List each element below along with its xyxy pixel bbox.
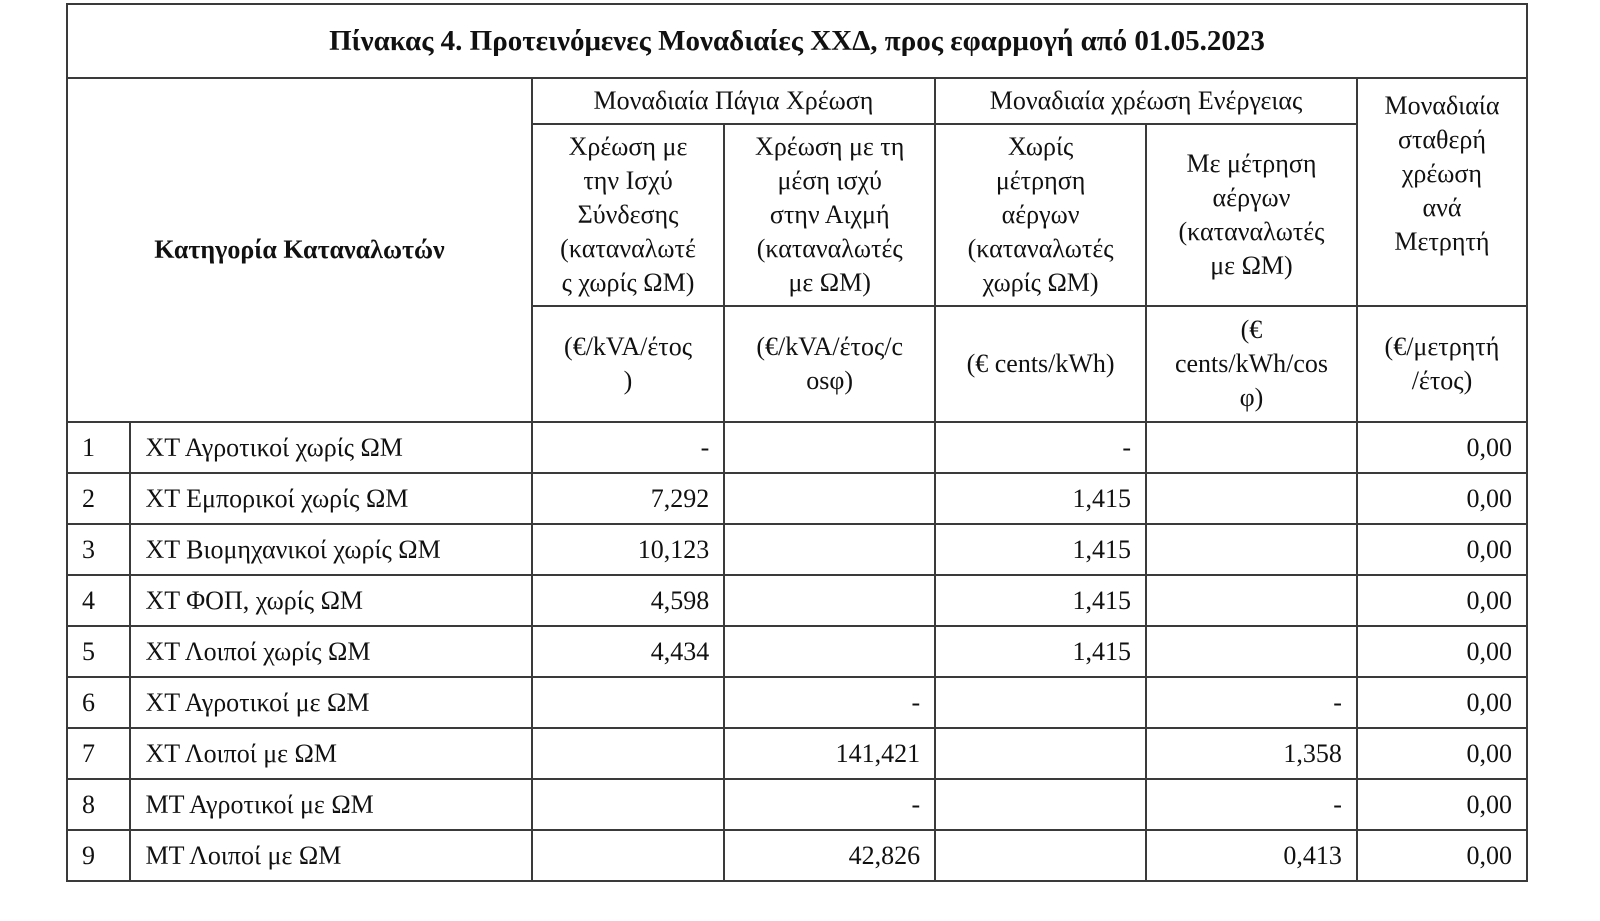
- power-connection-unit: (€/kVA/έτος ): [532, 306, 724, 422]
- energy-no-reactive-value: 1,415: [935, 575, 1146, 626]
- row-number: 5: [67, 626, 130, 677]
- energy-no-reactive-value: -: [935, 422, 1146, 473]
- power-peak-value: [724, 473, 935, 524]
- power-peak-value: 42,826: [724, 830, 935, 881]
- energy-charge-group-header: Μοναδιαία χρέωση Ενέργειας: [935, 78, 1357, 124]
- energy-no-reactive-unit: (€ cents/kWh): [935, 306, 1146, 422]
- meter-charge-value: 0,00: [1357, 677, 1527, 728]
- energy-no-reactive-header: Χωρίς μέτρηση αέργων (καταναλωτές χωρίς ΩΜ): [935, 124, 1146, 306]
- energy-no-reactive-value: [935, 830, 1146, 881]
- meter-charge-value: 0,00: [1357, 728, 1527, 779]
- energy-no-reactive-value: 1,415: [935, 524, 1146, 575]
- tariff-table: [66, 3, 1528, 882]
- table-row: [67, 422, 1527, 473]
- power-peak-value: 141,421: [724, 728, 935, 779]
- consumer-category: ΜΤ Λοιποί με ΩΜ: [130, 830, 531, 881]
- row-number: 1: [67, 422, 130, 473]
- power-connection-value: 4,598: [532, 575, 724, 626]
- energy-no-reactive-value: 1,415: [935, 626, 1146, 677]
- consumer-category: ΜΤ Αγροτικοί με ΩΜ: [130, 779, 531, 830]
- meter-charge-value: 0,00: [1357, 473, 1527, 524]
- consumer-category: ΧΤ Αγροτικοί με ΩΜ: [130, 677, 531, 728]
- energy-reactive-value: [1146, 422, 1357, 473]
- row-number: 7: [67, 728, 130, 779]
- row-number: 6: [67, 677, 130, 728]
- energy-no-reactive-value: [935, 677, 1146, 728]
- energy-reactive-value: [1146, 575, 1357, 626]
- table-row: [67, 473, 1527, 524]
- power-connection-value: [532, 779, 724, 830]
- meter-charge-value: 0,00: [1357, 626, 1527, 677]
- meter-charge-value: 0,00: [1357, 422, 1527, 473]
- power-connection-value: 4,434: [532, 626, 724, 677]
- energy-no-reactive-value: [935, 779, 1146, 830]
- meter-charge-value: 0,00: [1357, 524, 1527, 575]
- energy-reactive-unit: (€ cents/kWh/cos φ): [1146, 306, 1357, 422]
- consumer-category: ΧΤ Εμπορικοί χωρίς ΩΜ: [130, 473, 531, 524]
- table-row: [67, 830, 1527, 881]
- consumer-category: ΧΤ Αγροτικοί χωρίς ΩΜ: [130, 422, 531, 473]
- row-number: 8: [67, 779, 130, 830]
- power-peak-unit: (€/kVA/έτος/c osφ): [724, 306, 935, 422]
- energy-reactive-value: [1146, 626, 1357, 677]
- table-row: [67, 524, 1527, 575]
- power-connection-value: [532, 677, 724, 728]
- power-connection-value: [532, 830, 724, 881]
- consumer-category: ΧΤ Λοιποί με ΩΜ: [130, 728, 531, 779]
- energy-no-reactive-value: [935, 728, 1146, 779]
- power-peak-value: [724, 626, 935, 677]
- table-row: [67, 677, 1527, 728]
- meter-charge-value: 0,00: [1357, 575, 1527, 626]
- energy-reactive-value: [1146, 473, 1357, 524]
- meter-charge-value: 0,00: [1357, 779, 1527, 830]
- energy-no-reactive-value: 1,415: [935, 473, 1146, 524]
- row-number: 3: [67, 524, 130, 575]
- power-peak-value: [724, 575, 935, 626]
- energy-reactive-value: -: [1146, 779, 1357, 830]
- energy-reactive-value: 1,358: [1146, 728, 1357, 779]
- consumer-category: ΧΤ ΦΟΠ, χωρίς ΩΜ: [130, 575, 531, 626]
- row-number: 4: [67, 575, 130, 626]
- meter-charge-value: 0,00: [1357, 830, 1527, 881]
- table-row: [67, 728, 1527, 779]
- power-connection-value: 7,292: [532, 473, 724, 524]
- energy-reactive-value: 0,413: [1146, 830, 1357, 881]
- power-peak-value: [724, 422, 935, 473]
- table-row: [67, 779, 1527, 830]
- category-header: Κατηγορία Καταναλωτών: [67, 78, 532, 422]
- power-peak-value: -: [724, 779, 935, 830]
- row-number: 9: [67, 830, 130, 881]
- consumer-category: ΧΤ Βιομηχανικοί χωρίς ΩΜ: [130, 524, 531, 575]
- row-number: 2: [67, 473, 130, 524]
- consumer-category: ΧΤ Λοιποί χωρίς ΩΜ: [130, 626, 531, 677]
- power-peak-value: -: [724, 677, 935, 728]
- table-row: [67, 626, 1527, 677]
- energy-reactive-value: [1146, 524, 1357, 575]
- energy-reactive-header: Με μέτρηση αέργων (καταναλωτές με ΩΜ): [1146, 124, 1357, 306]
- table-row: [67, 575, 1527, 626]
- meter-charge-header: Μοναδιαία σταθερή χρέωση ανά Μετρητή: [1357, 78, 1527, 306]
- power-connection-value: 10,123: [532, 524, 724, 575]
- power-connection-value: -: [532, 422, 724, 473]
- power-connection-header: Χρέωση με την Ισχύ Σύνδεσης (καταναλωτέ ς χωρίς ΩΜ): [532, 124, 724, 306]
- power-peak-value: [724, 524, 935, 575]
- meter-unit: (€/μετρητή /έτος): [1357, 306, 1527, 422]
- power-peak-header: Χρέωση με τη μέση ισχύ στην Αιχμή (καταναλωτές με ΩΜ): [724, 124, 935, 306]
- power-connection-value: [532, 728, 724, 779]
- energy-reactive-value: -: [1146, 677, 1357, 728]
- fixed-charge-group-header: Μοναδιαία Πάγια Χρέωση: [532, 78, 935, 124]
- table-title: Πίνακας 4. Προτεινόμενες Μοναδιαίες ΧΧΔ, προς εφαρμογή από 01.05.2023: [67, 4, 1527, 78]
